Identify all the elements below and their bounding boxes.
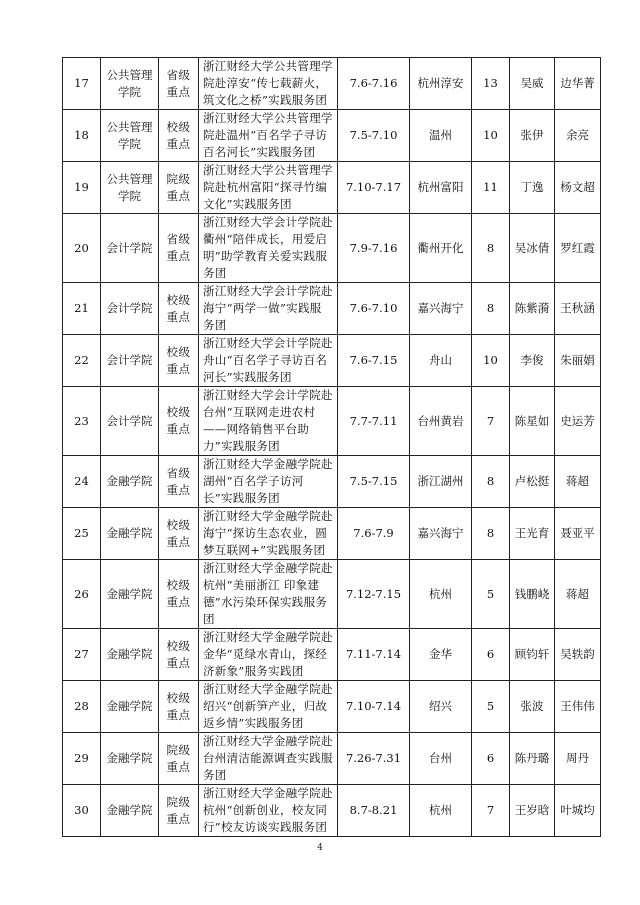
table-row	[63, 456, 601, 508]
team-leader: 钱鹏峣	[510, 560, 555, 629]
project-name: 浙江财经大学公共管理学院赴杭州富阳“探寻竹编文化”实践服务团	[199, 162, 338, 214]
project-name: 浙江财经大学会计学院赴衢州“陪伴成长，用爱启明”助学教育关爱实践服务团	[199, 214, 338, 283]
advisor: 聂亚平	[555, 508, 601, 560]
advisor: 王伟伟	[555, 681, 601, 733]
member-count: 11	[472, 162, 510, 214]
row-number: 29	[63, 733, 101, 785]
college-name: 金融学院	[101, 785, 159, 837]
member-count: 8	[472, 456, 510, 508]
advisor: 罗红霞	[555, 214, 601, 283]
project-name: 浙江财经大学公共管理学院赴温州“百名学子寻访百名河长”实践服务团	[199, 110, 338, 162]
row-number: 18	[63, 110, 101, 162]
advisor: 蒋超	[555, 560, 601, 629]
location: 金华	[410, 629, 472, 681]
location: 杭州	[410, 785, 472, 837]
row-number: 22	[63, 335, 101, 387]
table-row	[63, 560, 601, 629]
team-leader: 丁逸	[510, 162, 555, 214]
date-range: 8.7-8.21	[338, 785, 410, 837]
location: 嘉兴海宁	[410, 283, 472, 335]
table-row	[63, 387, 601, 456]
project-table	[62, 57, 601, 837]
date-range: 7.10-7.14	[338, 681, 410, 733]
project-name: 浙江财经大学金融学院赴海宁“探访生态农业，圆梦互联网+”实践服务团	[199, 508, 338, 560]
project-level: 院级重点	[159, 785, 199, 837]
college-name: 公共管理学院	[101, 58, 159, 110]
advisor: 吴轶韵	[555, 629, 601, 681]
date-range: 7.11-7.14	[338, 629, 410, 681]
team-leader: 陈星如	[510, 387, 555, 456]
advisor: 史运芳	[555, 387, 601, 456]
team-leader: 张波	[510, 681, 555, 733]
row-number: 17	[63, 58, 101, 110]
member-count: 10	[472, 335, 510, 387]
table-row	[63, 335, 601, 387]
date-range: 7.7-7.11	[338, 387, 410, 456]
location: 杭州富阳	[410, 162, 472, 214]
location: 舟山	[410, 335, 472, 387]
advisor: 边华菁	[555, 58, 601, 110]
page-number: 4	[317, 843, 323, 853]
college-name: 金融学院	[101, 456, 159, 508]
college-name: 会计学院	[101, 283, 159, 335]
location: 杭州淳安	[410, 58, 472, 110]
advisor: 余亮	[555, 110, 601, 162]
date-range: 7.6-7.15	[338, 335, 410, 387]
project-level: 校级重点	[159, 629, 199, 681]
team-leader: 陈丹璐	[510, 733, 555, 785]
table-row	[63, 508, 601, 560]
table-row	[63, 785, 601, 837]
member-count: 5	[472, 560, 510, 629]
date-range: 7.26-7.31	[338, 733, 410, 785]
date-range: 7.5-7.15	[338, 456, 410, 508]
date-range: 7.10-7.17	[338, 162, 410, 214]
table-row	[63, 58, 601, 110]
member-count: 5	[472, 681, 510, 733]
member-count: 8	[472, 508, 510, 560]
date-range: 7.6-7.16	[338, 58, 410, 110]
row-number: 21	[63, 283, 101, 335]
member-count: 10	[472, 110, 510, 162]
project-level: 校级重点	[159, 283, 199, 335]
team-leader: 王岁晗	[510, 785, 555, 837]
date-range: 7.5-7.10	[338, 110, 410, 162]
college-name: 金融学院	[101, 508, 159, 560]
row-number: 30	[63, 785, 101, 837]
project-level: 校级重点	[159, 508, 199, 560]
location: 台州	[410, 733, 472, 785]
project-name: 浙江财经大学金融学院赴台州清洁能源调查实践服务团	[199, 733, 338, 785]
row-number: 23	[63, 387, 101, 456]
team-leader: 张伊	[510, 110, 555, 162]
date-range: 7.9-7.16	[338, 214, 410, 283]
project-name: 浙江财经大学公共管理学院赴淳安“传七载薪火，筑文化之桥”实践服务团	[199, 58, 338, 110]
table-row	[63, 283, 601, 335]
advisor: 朱丽娟	[555, 335, 601, 387]
table-row	[63, 629, 601, 681]
project-level: 校级重点	[159, 335, 199, 387]
advisor: 王秋涵	[555, 283, 601, 335]
advisor: 杨文超	[555, 162, 601, 214]
location: 台州黄岩	[410, 387, 472, 456]
member-count: 7	[472, 387, 510, 456]
row-number: 28	[63, 681, 101, 733]
team-leader: 吴冰倩	[510, 214, 555, 283]
table-row	[63, 733, 601, 785]
location: 浙江湖州	[410, 456, 472, 508]
project-name: 浙江财经大学会计学院赴舟山“百名学子寻访百名河长”实践服务团	[199, 335, 338, 387]
project-name: 浙江财经大学会计学院赴海宁“两学一做”实践服务团	[199, 283, 338, 335]
project-level: 省级重点	[159, 58, 199, 110]
location: 绍兴	[410, 681, 472, 733]
row-number: 19	[63, 162, 101, 214]
location: 衢州开化	[410, 214, 472, 283]
location: 温州	[410, 110, 472, 162]
row-number: 20	[63, 214, 101, 283]
table-row	[63, 110, 601, 162]
project-level: 省级重点	[159, 214, 199, 283]
project-level: 校级重点	[159, 681, 199, 733]
college-name: 会计学院	[101, 387, 159, 456]
project-level: 院级重点	[159, 162, 199, 214]
table-body	[63, 58, 601, 837]
team-leader: 陈紫漪	[510, 283, 555, 335]
college-name: 公共管理学院	[101, 162, 159, 214]
project-level: 校级重点	[159, 560, 199, 629]
team-leader: 吴威	[510, 58, 555, 110]
project-name: 浙江财经大学金融学院赴杭州“美丽浙江 印象建德”水污染环保实践服务团	[199, 560, 338, 629]
location: 杭州	[410, 560, 472, 629]
college-name: 会计学院	[101, 214, 159, 283]
college-name: 会计学院	[101, 335, 159, 387]
table-row	[63, 214, 601, 283]
table-row	[63, 162, 601, 214]
row-number: 26	[63, 560, 101, 629]
date-range: 7.6-7.9	[338, 508, 410, 560]
advisor: 蒋超	[555, 456, 601, 508]
college-name: 金融学院	[101, 733, 159, 785]
project-name: 浙江财经大学金融学院赴绍兴“创新笋产业，归故返乡情”实践服务团	[199, 681, 338, 733]
project-level: 省级重点	[159, 456, 199, 508]
team-leader: 卢松挺	[510, 456, 555, 508]
member-count: 8	[472, 283, 510, 335]
project-level: 校级重点	[159, 387, 199, 456]
row-number: 27	[63, 629, 101, 681]
member-count: 6	[472, 629, 510, 681]
row-number: 25	[63, 508, 101, 560]
project-level: 院级重点	[159, 733, 199, 785]
member-count: 7	[472, 785, 510, 837]
member-count: 8	[472, 214, 510, 283]
team-leader: 顾钧轩	[510, 629, 555, 681]
advisor: 周丹	[555, 733, 601, 785]
project-level: 校级重点	[159, 110, 199, 162]
table-row	[63, 681, 601, 733]
project-name: 浙江财经大学金融学院赴湖州“百名学子访河长”实践服务团	[199, 456, 338, 508]
team-leader: 王光育	[510, 508, 555, 560]
college-name: 金融学院	[101, 681, 159, 733]
college-name: 金融学院	[101, 629, 159, 681]
member-count: 13	[472, 58, 510, 110]
college-name: 公共管理学院	[101, 110, 159, 162]
college-name: 金融学院	[101, 560, 159, 629]
team-leader: 李俊	[510, 335, 555, 387]
member-count: 6	[472, 733, 510, 785]
project-name: 浙江财经大学金融学院赴杭州“创新创业，校友同行”校友访谈实践服务团	[199, 785, 338, 837]
row-number: 24	[63, 456, 101, 508]
date-range: 7.6-7.10	[338, 283, 410, 335]
advisor: 叶城均	[555, 785, 601, 837]
project-name: 浙江财经大学金融学院赴金华“觅绿水青山，探经济新象”服务实践团	[199, 629, 338, 681]
project-name: 浙江财经大学会计学院赴台州“互联网走进农村——网络销售平台助力”实践服务团	[199, 387, 338, 456]
date-range: 7.12-7.15	[338, 560, 410, 629]
location: 嘉兴海宁	[410, 508, 472, 560]
